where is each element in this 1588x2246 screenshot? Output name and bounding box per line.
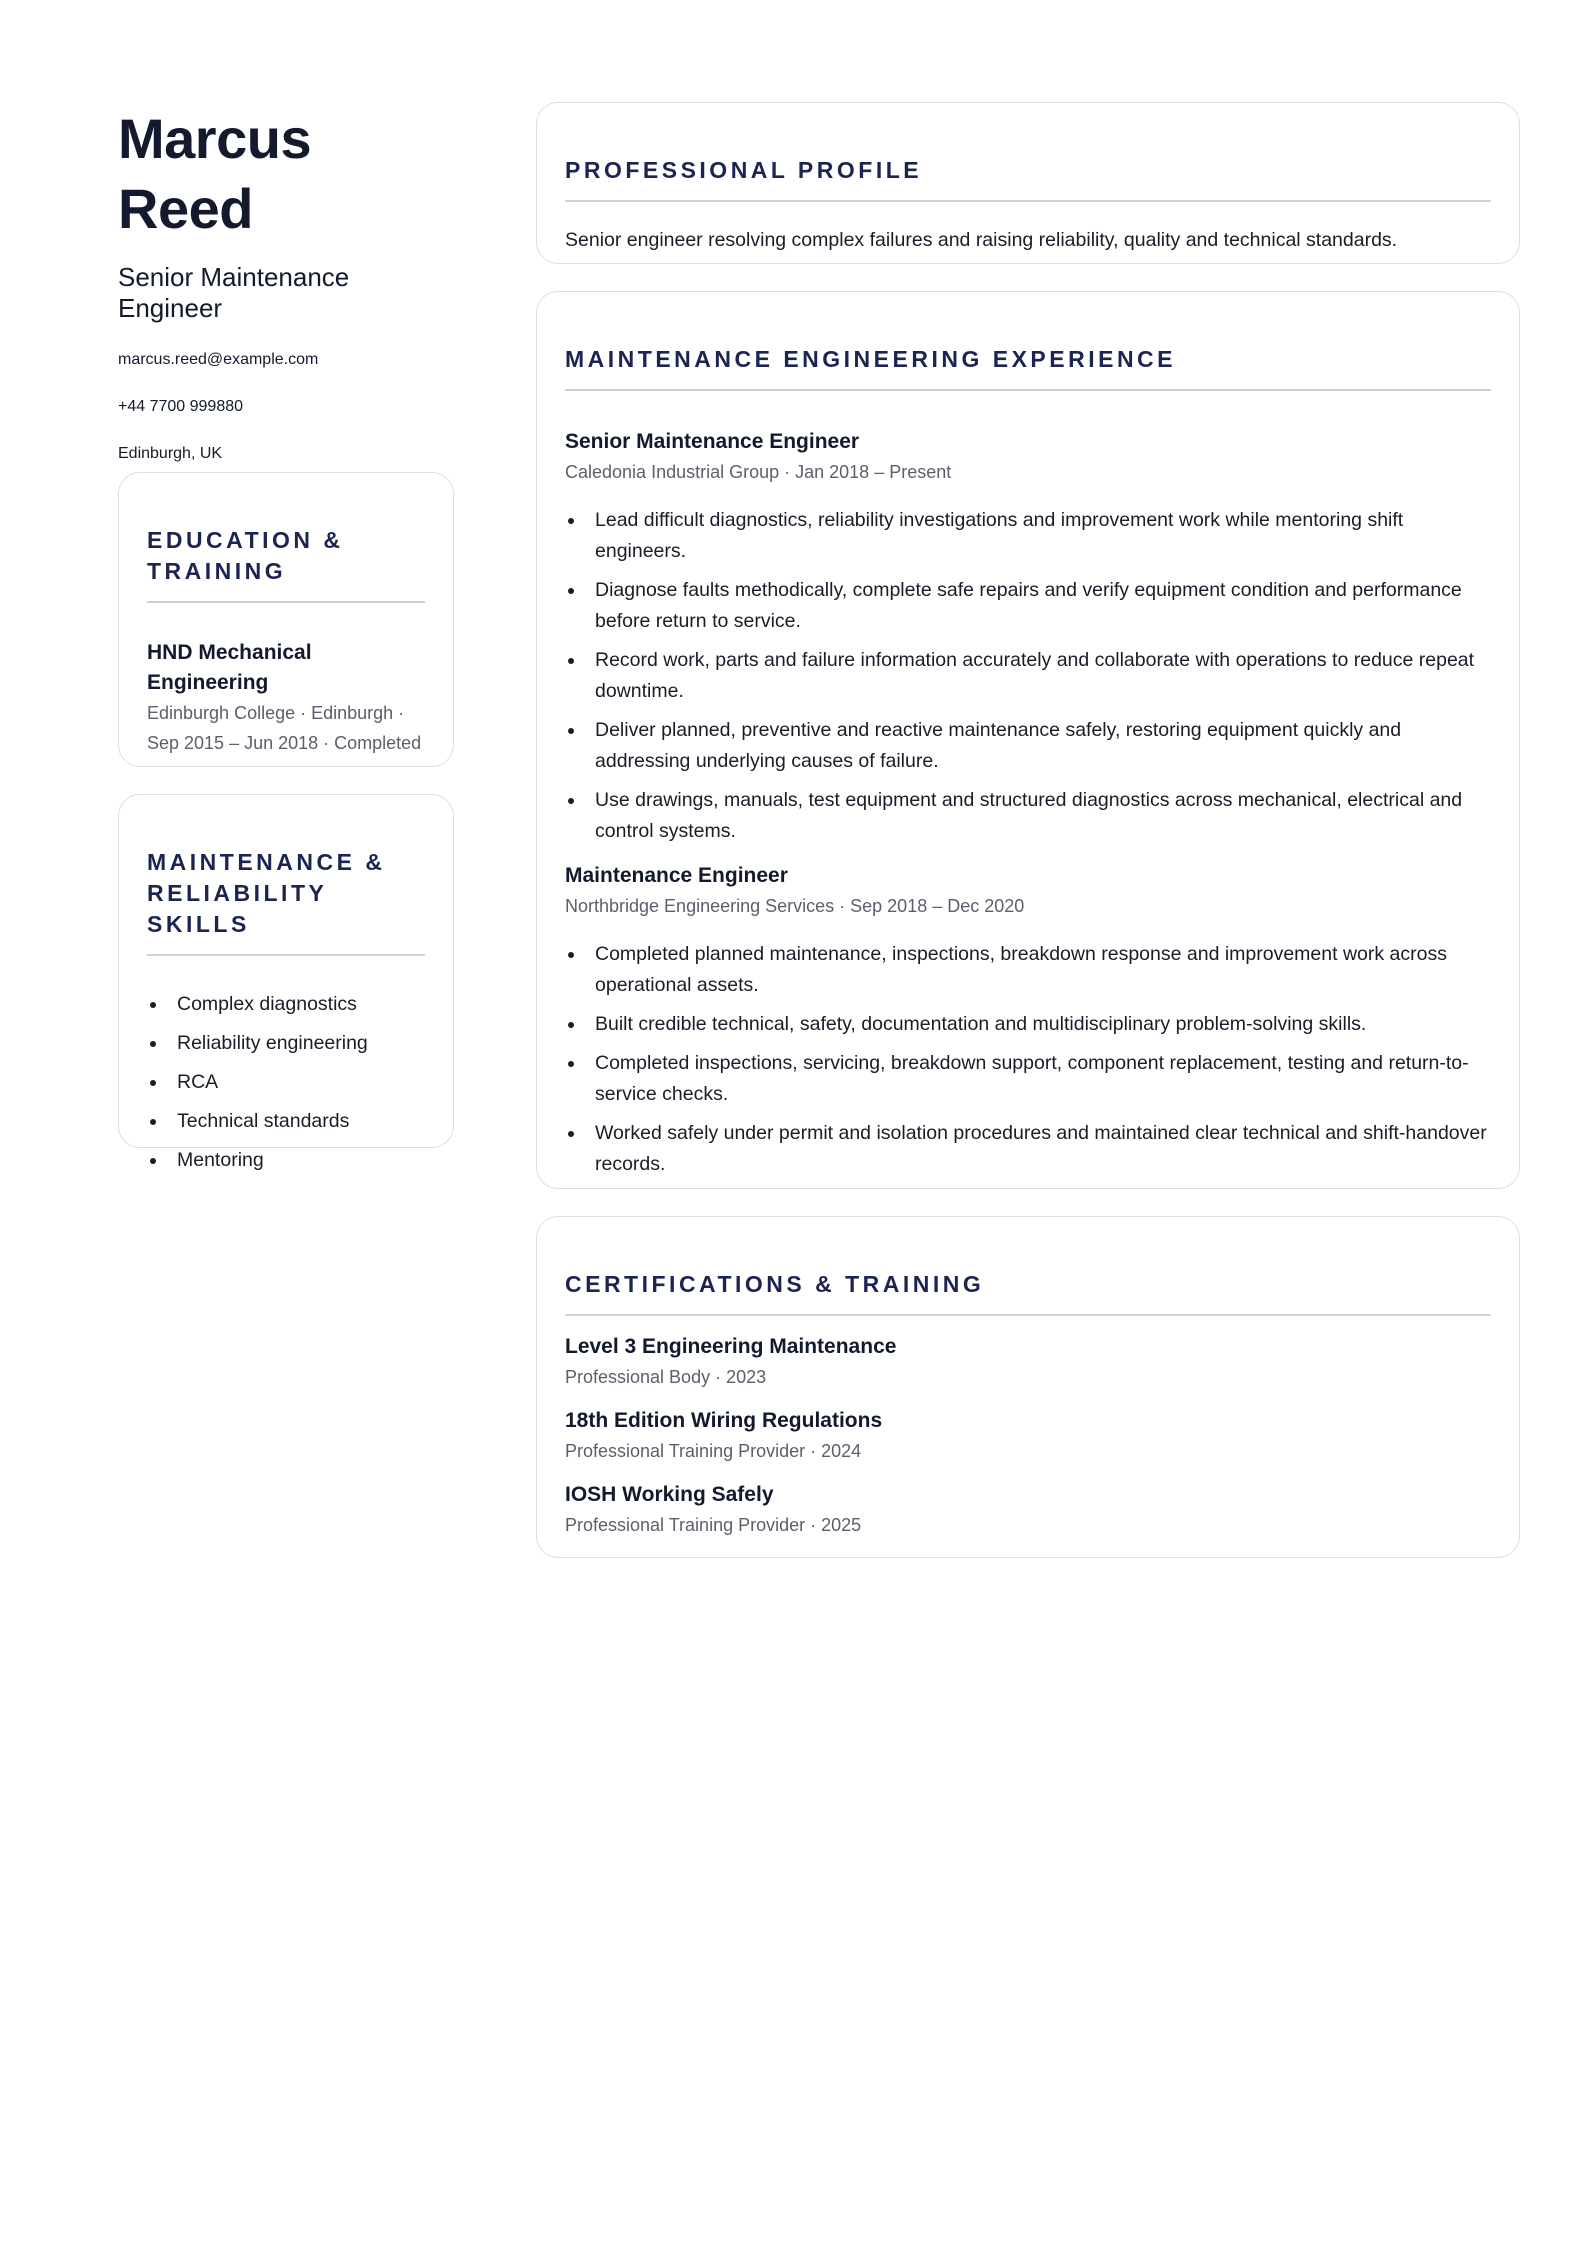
skills-card [118, 794, 454, 1171]
skills-section-title: MAINTENANCE & RELIABILITY SKILLS [147, 847, 425, 956]
certification-name: Level 3 Engineering Maintenance [565, 1335, 897, 1358]
job-bullets [565, 505, 1491, 847]
education-degree: HND Mechanical Engineering [147, 641, 312, 694]
skill-item: Complex diagnostics [147, 989, 425, 1020]
contact-list [118, 350, 454, 464]
skill-item: Mentoring [147, 1145, 425, 1176]
job-meta: Northbridge Engineering Services · Sep 2018 – Dec 2020 [565, 896, 1025, 916]
certification-meta: Professional Training Provider · 2025 [565, 1515, 862, 1535]
job-entry [565, 427, 1491, 847]
skill-item: Technical standards [147, 1106, 425, 1137]
candidate-name: Marcus Reed [118, 107, 312, 240]
job-bullet: Completed planned maintenance, inspections, breakdown response and improvement work across operational assets. [565, 939, 1491, 1001]
certification-meta: Professional Body · 2023 [565, 1367, 767, 1387]
job-bullet: Lead difficult diagnostics, reliability investigations and improvement work while mentoring shift engineers. [565, 505, 1491, 567]
job-bullet: Record work, parts and failure information accurately and collaborate with operations to reduce repeat downtime. [565, 645, 1491, 707]
profile-summary: Senior engineer resolving complex failures and raising reliability, quality and technical standards. [565, 229, 1398, 251]
contact-location: Edinburgh, UK [118, 445, 223, 462]
experience-section-title: MAINTENANCE ENGINEERING EXPERIENCE [565, 344, 1491, 391]
skill-item: Reliability engineering [147, 1028, 425, 1059]
certification-name: 18th Edition Wiring Regulations [565, 1409, 883, 1432]
certifications-card [536, 1216, 1520, 1558]
experience-card [536, 291, 1520, 1189]
certifications-section-title: CERTIFICATIONS & TRAINING [565, 1269, 1491, 1316]
certification-item [565, 1332, 1491, 1392]
profile-card [536, 102, 1520, 264]
job-bullet: Use drawings, manuals, test equipment and structured diagnostics across mechanical, electrical and control systems. [565, 785, 1491, 847]
candidate-headline: Senior Maintenance Engineer [118, 262, 350, 323]
job-meta: Caledonia Industrial Group · Jan 2018 – Present [565, 462, 952, 482]
job-bullet: Worked safely under permit and isolation procedures and maintained clear technical and shift-handover records. [565, 1118, 1491, 1180]
certification-item [565, 1480, 1491, 1540]
job-bullet: Deliver planned, preventive and reactive maintenance safely, restoring equipment quickly and addressing underlying causes of failure. [565, 715, 1491, 777]
job-bullets [565, 939, 1491, 1180]
education-item [147, 638, 425, 758]
job-bullet: Built credible technical, safety, documentation and multidisciplinary problem-solving skills. [565, 1009, 1491, 1040]
skill-item: RCA [147, 1067, 425, 1098]
certification-meta: Professional Training Provider · 2024 [565, 1441, 862, 1461]
education-card [118, 472, 454, 767]
contact-email[interactable]: marcus.reed@example.com [118, 351, 319, 368]
job-entry [565, 861, 1491, 1180]
job-bullet: Diagnose faults methodically, complete safe repairs and verify equipment condition and performance before return to service. [565, 575, 1491, 637]
profile-section-title: PROFESSIONAL PROFILE [565, 155, 1491, 202]
education-meta: Edinburgh College · Edinburgh · Sep 2015 – Jun 2018 · Completed [147, 703, 422, 753]
certification-name: IOSH Working Safely [565, 1483, 774, 1506]
job-role: Senior Maintenance Engineer [565, 430, 860, 453]
job-role: Maintenance Engineer [565, 864, 788, 887]
job-bullet: Completed inspections, servicing, breakdown support, component replacement, testing and return-to-service checks. [565, 1048, 1491, 1110]
certification-item [565, 1406, 1491, 1466]
skills-list [147, 989, 425, 1176]
education-section-title: EDUCATION & TRAINING [147, 525, 425, 603]
sidebar-header [118, 104, 454, 491]
contact-phone[interactable]: +44 7700 999880 [118, 398, 244, 415]
